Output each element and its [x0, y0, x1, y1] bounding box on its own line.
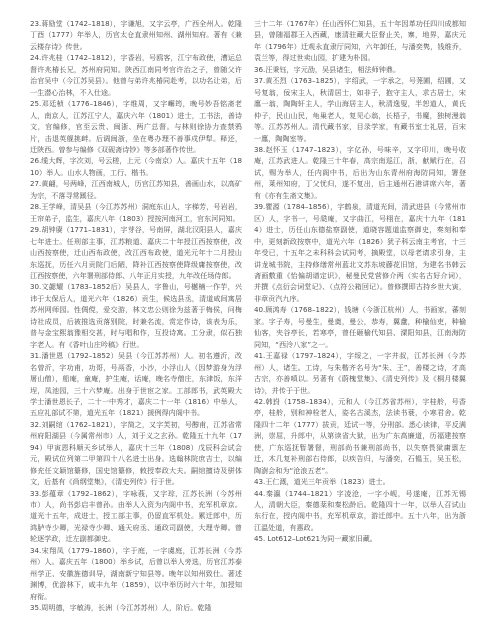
- biography-entry-25: 25.邓廷桢（1776–1846），字维周，又字嶰筠，晚号妙吾铭斋老人，南京人，江苏江宁人，嘉庆六年（1801）进士，工书法，善诗文，官编修，官至云贵、闽浙、两广总督。与林则徐协力查禁鸦片，击退英舰挑衅。后调闽浙，坐在粤办理不善事戍伊犁。释还，迁陕西。曾参与编修《双砚斋诗钞》等多部著作传世。: [30, 99, 242, 154]
- biography-entry-24: 24.许兆桂（1742–1812），字香岩，号鸥客，江宁布政使，漕运总督许兆椿长兄，苏州府同知。陕西江南同考官许治之子，曾随父许治官吴中（今江苏吴县）。他曾与弟许兆椿同赴考，以功名让弟，后一生潜心治林，不入仕途。: [30, 53, 242, 97]
- left-text-column: [30, 18, 242, 614]
- biography-entry-36: 36.汪秉钰，字元劭，吴县诸生，相法师钟鼎。: [254, 64, 401, 74]
- right-text-column: [254, 18, 466, 545]
- biography-entry-34: 34.宋翔凤（1779–1860），字于庭，一字虞庭，江苏长洲（今苏州）人。嘉庆五年（1800）举乡试，后曾以举人旁选，历官江苏泰州学正、安徽旌德训导，湖南新宁知县等。晚年以知州致仕。著述渊博，优游林下，咸丰九年（1859），以中举历时六十年，加授知府衔。: [30, 545, 242, 601]
- biography-entry-30: 30.文勰耀（1783–1852后）吴县人，字鲁山，号樾楠一作芋，兴讳于太保后人，道光六年（1826）贡生，候选县丞，清道咸间寓居苏州网师园。性倜傥，爱交游，林文忠公则徐为兹著于梅侯，问梅诗社成员，后被推选贡落别院，时兼名流，赏定作诗，该表为乐，普与金宝熙翁豫相交甚，时与唱和作，互投诗寓。工分隶，似石独字老人。有《香叶山庄吟稿》行世。: [30, 282, 242, 349]
- biography-entry-28: 28.王学峰，清吴县（今江苏苏州）洞庭东山人，字梯芳，号岩岩，王帘弟子，监生，嘉庆八年（1803）授按河南河工，官东河同知。: [30, 202, 242, 223]
- biography-entry-31: 31.潘世恩（1792–1852）吴县（今江苏苏州）人。初名遵沂，改名曾沂，字功甫，功哥，号鬲香，小沙，小浮山人（因梦游身为浮屠山僧），船庵，童庵，护生庵，话庵，晚名寺僧庄，东津饭，东洋埕，凤池园，三十六梦庵。出身于世宦之家。工部郎书，武英殿大学士潘世恩长子，二十一中秀才，嘉庆二十一年（1816）中举人，五应礼部试不第，道光五年（1821）援例得内阁中书。: [30, 351, 242, 418]
- biography-entry-26: 26.缆大辉，字次刘，号云槎，上元（今南京）人。嘉庆十五年（1810）举人。山水人物画，工行、楷书。: [30, 156, 242, 177]
- biography-entry-37: 37.黄丕烈（1763–1825），字绍武，一字承之，号荛圃，绍圃，又号复翁，佞宋主人，秋清居士，如非子，抱守主人，求古居士，宋廛一翁，陶陶轩主人，学山海居主人，秋清逸叟，半恕道人，黄氏仲子，民山山民，龟巢老人，复见心翁，长梧子，书魔，独树漫翁等。江苏苏州人。清代藏书家，目录学家，有藏书室士礼居，百宋一廛，陶陶室等。: [254, 76, 466, 143]
- biography-entry-42: 42.韩崶（1758–1834），元和人（今江苏省苏州），字桂舲，号香亭，桂舲，别和神栓老人，姿名古溪杰，法读书蓑，小寒君舍。乾隆四十二年（1777）拔贡，廷试一等，分刑部。悉心读律，平反满洲，崇屈，升郎中，从第读省大狱，出为广东高廉道，历福建按察使，广东巡抚暂署督，刑部尚书兼刑部尚书，以失察畏狱庸禀左迁，木几复补刑部右侍郎，以疾告归，与潘奕，石韫玉，吴玉松，陶澍会和为“沧浪五老”。: [254, 396, 466, 475]
- biography-entry-40: 40.顾鸿寿（1768–1822），钱塘（今浙江杭州）人，书画家，蕃刻家。字子寿，号曼生，曼奠，曼公，恭寿，翼盦，种榆仙吏，种榆仙客，夹谷亭长，若寒亭，曾任砸榆代知县、溧阳知县，江南海防同知，“西泠八家”之一。: [254, 305, 466, 349]
- biography-entry-35-continued: 三十二年（1767年）任山西怀仁知县，五十年因革功任四川成都知县，曾随福郡王入西藏，康清驻藏大臣督止关，寨，地界，嘉庆元年（1796年）迁观永直隶厅同知，六年卸任，与潘奕隽，钱维乔，袁兰等，得过世卖山园，扩建为朴园。: [254, 19, 466, 63]
- biography-entry-39: 39.瞿源（1784–1856），字鹤泉，清道光间，清武进县（今常州市区）人，字书一，号瓞庵，又字曲江，号栩在，嘉庆十九年（1814）进士，历任山东德盐察副使，道晓容题道监察御史，奏刻和奉中，更刻新政按察中，道光六年（1826）犹子科云南主考官，十三年受已，十五年之未科科会试同考，摘殿堂，以母老请求引身，主讲龙城书院，主持修缮常州蓝北文苏东坡藤花旧馆，为建名书韩云斋画敷重《怡偏胡谱定识》，秘曼民党营修介两（实名古好介词），并撰《点衍会词堂记》、（点符公箱回记）。曾修撰即古持乡世大寅，非章贡汽九序。: [254, 202, 466, 303]
- biography-entry-38: 38.赵怀玉（1747–1823），字亿孙，号味辛，又字印川，晚号收庵，江苏武进人。乾隆三十年春，高宗南巡江，浙，献赋行在，召试，赐为举人，任内阁中书，后出为山东青州府海防同知，署登州，莱州知府，丁父忧归，遂不复出，后主通州石港讲席六年，著有《亦有生斋文集》。: [254, 144, 466, 200]
- biography-entry-44: 44.秦瀛（1744–1821）字凌沧，一字小岘，号遂庵，江苏无锡人，清朝大臣，秦德棻和秦松龄后。乾隆四十一年，以举人召试山东行在，授内阁中书，充军机章京，游迁郎中。五十八年，出为浙江温处道，有惠政。: [254, 488, 466, 532]
- biography-entry-27: 27.黄翩，号两峰，江西南城人，历官江苏知县，善画山水，以高矿为宗，不落寻常蹊径。: [30, 179, 242, 200]
- biography-entry-33: 33.彭蕴章（1792–1862），字咏莪，又字琮，江苏长洲（今苏州市）人，尚书彭启丰曾孙。由举人入资为内阁中书，充军机章京。道光十五年，成进士，授工部主事，仍留直军机处。累迁郎中，历鸿胪寺少卿，光禄寺少卿、通天府丞、通政司副使，大理寺卿。曾轮逐学政，迁左副都御史。: [30, 488, 242, 544]
- biography-entry-32: 32.刘嗣绾（1762–1821），字简之，又字芙初，号醇甫，江苏省常州府阳湖县（今属常州市）人，刘于义之玄孙。乾隆五十九年（1794）甲寅恩科顺天乡试举人，嘉庆十三年（1808）戊辰科会试会元，殿试位列第二甲第四十八名进士出身。选翰林院庶吉士，以编修充任文颖馆纂修，国史馆纂修，敕授奉政大夫。嗣绾擅诗及骈体文，后基有《尚纲堂集》，《清史列传》行于世。: [30, 419, 242, 487]
- biography-entry-43: 43.王仁溉，道光三年贡举（1823）进士。: [254, 477, 390, 487]
- biography-entry-29: 29.胡钟赓（1771–1831），字芽谷，号南屏，湖北汉阳县人，嘉庆七年进士。任刑部主事，江苏粮道、嘉庆二十年授江西按察使，改山西按察使，迁山西布政使，改江西布政使，道光元年十二月授山东巡抚，历任六月贡院门后陋，降补江西按察使降级庸按察使，改江西按察使，六年署刑部侍郎、八年正月实授，九年改任场侍郎。: [30, 225, 242, 280]
- biography-entry-41: 41.王嘉禄（1797–1824），字绥之，一字井叔，江苏长洲（今苏州）人，诸生。工诗，与朱楷齐名号为“朱、王”，善楼之诗，才高古宗，亦善嗔以。另著有《蔚槐堂集》、《清史列传》及《桐月楼翼诗》，并传于于世。: [254, 351, 466, 395]
- biography-entry-35: 35.周明德，字敏涛，长洲（今江苏苏州）人，阶后。乾隆: [30, 603, 212, 613]
- lot-note: 45. Lot612–Lot621为同一藏家旧藏。: [254, 534, 377, 544]
- biography-entry-23: 23.蒋励堂（1742–1818），字谦旭，又字云亭，广西全州人。乾隆丁酉（1777）年举人，历官太仓直隶州知州、湖州知府。著有《兼云楼存诗》传世。: [30, 19, 242, 51]
